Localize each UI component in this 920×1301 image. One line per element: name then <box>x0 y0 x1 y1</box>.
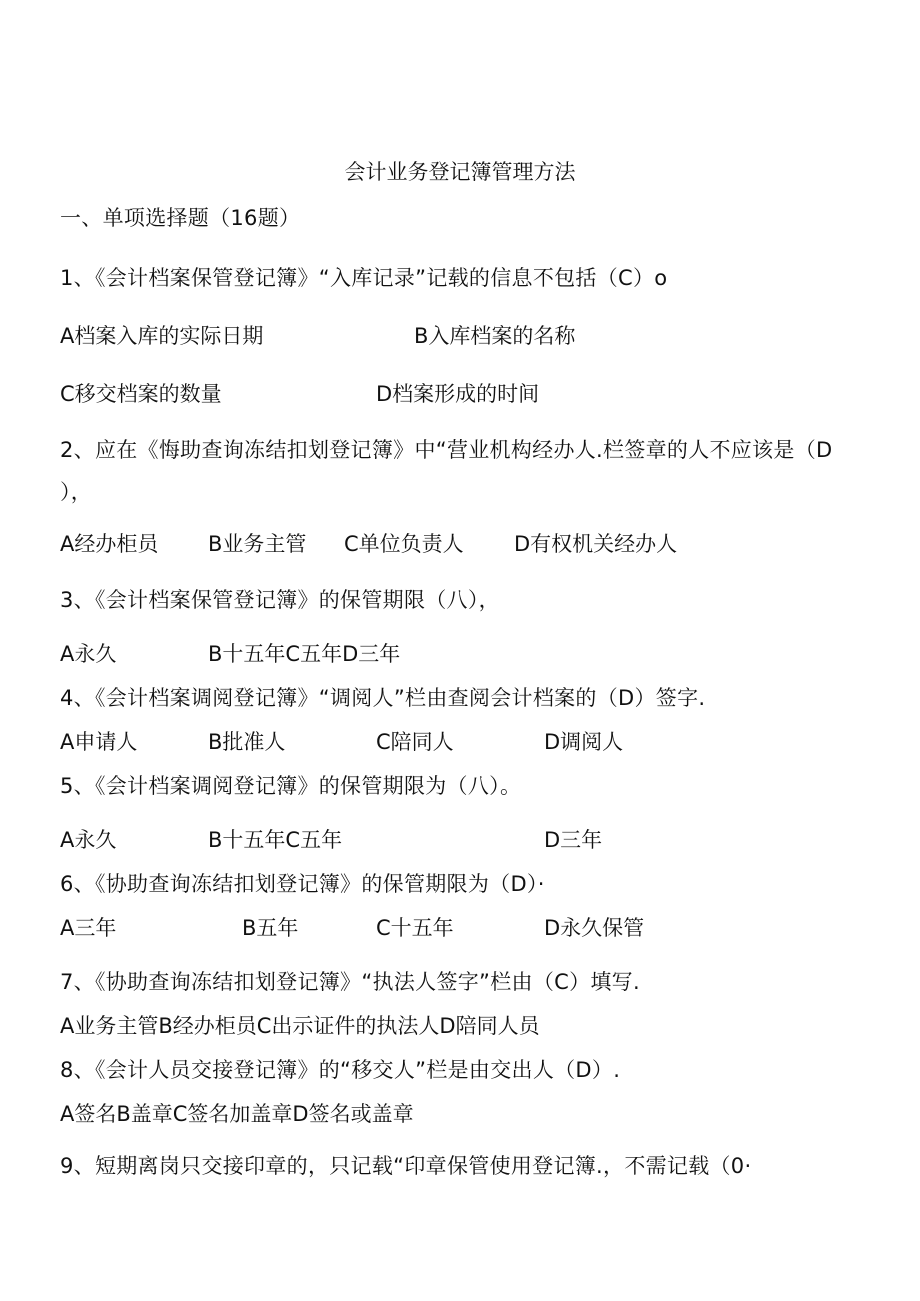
question-2-stem-line1: 2、应在《悔助查询冻结扣划登记簿》中“营业机构经办人.栏签章的人不应该是（D <box>60 438 833 462</box>
question-5-option-d: D三年 <box>544 828 603 852</box>
question-8-options: A签名B盖章C签名加盖章D签名或盖章 <box>60 1102 414 1126</box>
question-6-option-b: B五年 <box>242 916 299 940</box>
question-1-option-b: B入库档案的名称 <box>414 324 576 348</box>
question-7-options: A业务主管B经办柜员C出示证件的执法人D陪同人员 <box>60 1014 540 1038</box>
question-4-option-c: C陪同人 <box>376 730 454 754</box>
question-1-option-d: D档案形成的时间 <box>376 382 540 406</box>
question-1-option-a: A档案入库的实际日期 <box>60 324 264 348</box>
section-heading: 一、单项选择题（16题） <box>60 206 301 230</box>
question-4-stem: 4、《会计档案调阅登记簿》“调阅人”栏由查阅会计档案的（D）签字. <box>60 686 706 710</box>
question-2-stem-line2: ）， <box>60 480 93 504</box>
question-5-option-a: A永久 <box>60 828 117 852</box>
question-2-option-d: D有权机关经办人 <box>514 532 678 556</box>
question-4-option-a: A申请人 <box>60 730 138 754</box>
question-1-option-c: C移交档案的数量 <box>60 382 222 406</box>
question-9-stem: 9、短期离岗只交接印章的，只记载“印章保管使用登记簿.，不需记载（0· <box>60 1154 752 1178</box>
question-2-option-c: C单位负责人 <box>344 532 464 556</box>
question-2-option-a: A经办柜员 <box>60 532 159 556</box>
question-6-option-d: D永久保管 <box>544 916 645 940</box>
question-1-stem: 1、《会计档案保管登记簿》“入库记录”记载的信息不包括（C）o <box>60 266 668 290</box>
question-8-stem: 8、《会计人员交接登记簿》的“移交人”栏是由交出人（D）. <box>60 1058 621 1082</box>
question-4-option-d: D调阅人 <box>544 730 624 754</box>
question-5-stem: 5、《会计档案调阅登记簿》的保管期限为（八）。 <box>60 774 522 798</box>
question-3-option-a: A永久 <box>60 642 117 666</box>
document-title: 会计业务登记簿管理方法 <box>344 160 576 184</box>
question-6-option-a: A三年 <box>60 916 117 940</box>
question-3-option-bcd: B十五年C五年D三年 <box>208 642 401 666</box>
question-2-option-b: B业务主管 <box>208 532 307 556</box>
question-3-stem: 3、《会计档案保管登记簿》的保管期限（八）， <box>60 588 500 612</box>
question-4-option-b: B批准人 <box>208 730 286 754</box>
question-5-option-bc: B十五年C五年 <box>208 828 343 852</box>
question-6-stem: 6、《协助查询冻结扣划登记簿》的保管期限为（D）· <box>60 872 545 896</box>
question-6-option-c: C十五年 <box>376 916 454 940</box>
question-7-stem: 7、《协助查询冻结扣划登记簿》“执法人签字”栏由（C）填写. <box>60 970 640 994</box>
